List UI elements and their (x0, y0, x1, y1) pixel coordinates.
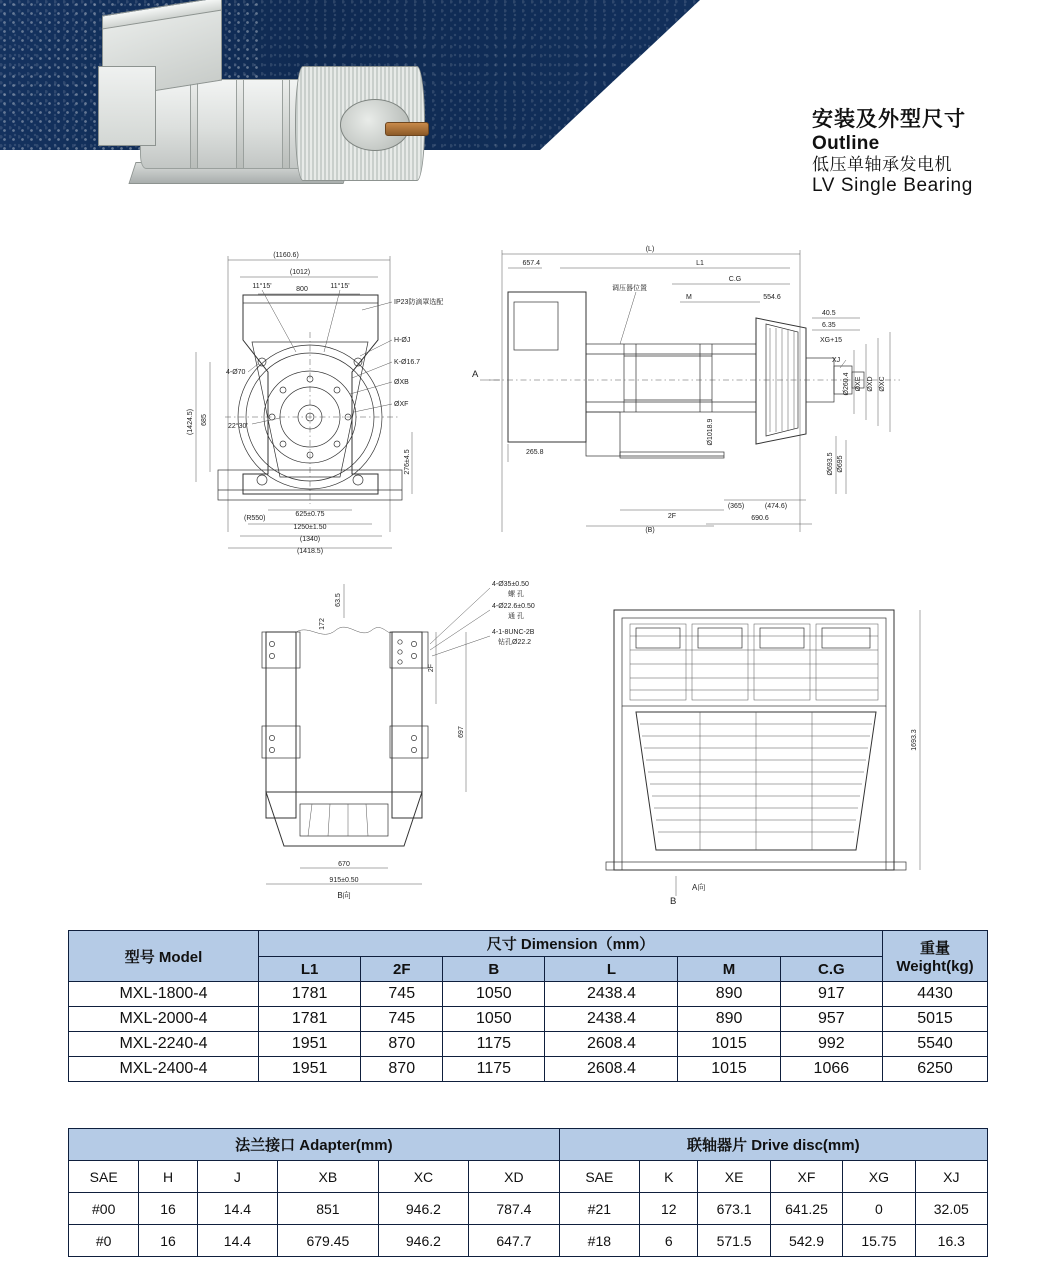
svg-text:690.6: 690.6 (751, 515, 769, 522)
svg-text:554.6: 554.6 (763, 294, 781, 301)
svg-text:ØXF: ØXF (394, 401, 409, 408)
table-row (69, 1193, 988, 1225)
cell-h: 16 (139, 1193, 197, 1225)
adapter-table (68, 1128, 988, 1257)
generator-rib-1 (190, 79, 198, 169)
subheader-l1: L1 (259, 957, 361, 982)
cell-b: 1050 (443, 1007, 545, 1032)
svg-text:800: 800 (296, 286, 308, 293)
cell-b: 1175 (443, 1057, 545, 1082)
cell-xj: 16.3 (915, 1225, 987, 1257)
cell-l: 2608.4 (545, 1057, 678, 1082)
subtitle-en: LV Single Bearing (812, 175, 973, 197)
rear-view (606, 610, 920, 907)
cell-2f: 745 (361, 1007, 443, 1032)
svg-text:(1340): (1340) (299, 536, 321, 543)
cell-b: 1175 (443, 1032, 545, 1057)
title-en: Outline (812, 132, 880, 154)
generator-front-panel (98, 66, 156, 146)
page-header (0, 0, 1055, 232)
cell-xe: 571.5 (698, 1225, 770, 1257)
svg-text:螺 孔: 螺 孔 (508, 591, 524, 598)
subtitle-cn: 低压单轴承发电机 (812, 155, 952, 175)
cell-b: 1050 (443, 982, 545, 1007)
svg-text:B: B (670, 896, 677, 907)
generator-body (140, 79, 320, 169)
cell-model: MXL-2000-4 (69, 1007, 259, 1032)
cell-cg: 917 (780, 982, 882, 1007)
dimension-table-body (69, 982, 988, 1082)
dimension-table (68, 930, 988, 1082)
subheader-xd: XD (469, 1161, 559, 1193)
svg-text:1693.3: 1693.3 (911, 729, 918, 751)
svg-text:ØXE: ØXE (855, 376, 862, 392)
svg-text:L1: L1 (696, 260, 704, 267)
generator-rib-2 (236, 79, 244, 169)
svg-text:通 孔: 通 孔 (508, 613, 524, 620)
cell-l1: 1781 (259, 982, 361, 1007)
cell-xj: 32.05 (915, 1193, 987, 1225)
cell-k: 12 (640, 1193, 698, 1225)
svg-text:(365): (365) (727, 503, 745, 510)
subheader-xc: XC (378, 1161, 468, 1193)
header-model: 型号 Model (69, 931, 259, 982)
svg-text:(1160.6): (1160.6) (273, 252, 299, 259)
subheader-2f: 2F (361, 957, 443, 982)
subheader-xe: XE (698, 1161, 770, 1193)
cell-cg: 992 (780, 1032, 882, 1057)
svg-text:1250±1.50: 1250±1.50 (293, 524, 327, 531)
svg-text:915±0.50: 915±0.50 (329, 877, 359, 884)
cell-l1: 1951 (259, 1032, 361, 1057)
svg-text:A: A (472, 369, 479, 380)
svg-text:M: M (686, 294, 692, 301)
cell-l1: 1781 (259, 1007, 361, 1032)
table-row (69, 1032, 988, 1057)
subheader-sae-adapter: SAE (69, 1161, 139, 1193)
svg-text:Ø1018.9: Ø1018.9 (707, 418, 714, 446)
svg-text:(1424.5): (1424.5) (187, 408, 194, 436)
svg-text:C.G: C.G (728, 276, 742, 283)
dimension-table-head (69, 931, 988, 982)
cell-xf: 641.25 (770, 1193, 842, 1225)
cell-j: 14.4 (197, 1193, 277, 1225)
cell-model: MXL-1800-4 (69, 982, 259, 1007)
cell-weight: 5015 (883, 1007, 988, 1032)
header-disc-group: 联轴器片 Drive disc(mm) (559, 1129, 987, 1161)
svg-text:657.4: 657.4 (522, 260, 540, 267)
svg-text:11°15': 11°15' (252, 283, 272, 290)
table-row (69, 1057, 988, 1082)
svg-text:2F: 2F (667, 513, 677, 520)
cell-xe: 673.1 (698, 1193, 770, 1225)
page-title (812, 108, 973, 198)
svg-text:调压器位置: 调压器位置 (612, 285, 647, 292)
subheader-xb: XB (278, 1161, 379, 1193)
generator-rib-3 (282, 79, 290, 169)
header-weight-en: Weight(kg) (896, 958, 974, 975)
svg-text:697: 697 (458, 726, 465, 738)
cell-k: 6 (640, 1225, 698, 1257)
cell-weight: 5540 (883, 1032, 988, 1057)
svg-text:40.5: 40.5 (822, 310, 836, 317)
cell-xg: 15.75 (843, 1225, 915, 1257)
cell-sae-adapter: #00 (69, 1193, 139, 1225)
svg-text:276±4.5: 276±4.5 (404, 449, 411, 475)
adapter-table-body (69, 1193, 988, 1257)
svg-text:(1012): (1012) (289, 269, 311, 276)
svg-text:(474.6): (474.6) (764, 503, 788, 510)
subheader-l: L (545, 957, 678, 982)
cell-xd: 647.7 (469, 1225, 559, 1257)
generator-shaft (385, 122, 429, 136)
cell-sae-adapter: #0 (69, 1225, 139, 1257)
cell-l: 2438.4 (545, 982, 678, 1007)
header-weight (883, 931, 988, 982)
svg-text:4-Ø70: 4-Ø70 (226, 369, 246, 376)
svg-text:4-1-8UNC-2B: 4-1-8UNC-2B (492, 629, 535, 636)
svg-text:22°30': 22°30' (228, 423, 248, 430)
cell-cg: 957 (780, 1007, 882, 1032)
subheader-h: H (139, 1161, 197, 1193)
cell-weight: 6250 (883, 1057, 988, 1082)
svg-text:685: 685 (201, 414, 208, 426)
cell-m: 1015 (678, 1032, 780, 1057)
cell-sae-disc: #21 (559, 1193, 639, 1225)
svg-text:63.5: 63.5 (335, 593, 342, 607)
header-weight-cn: 重量 (919, 940, 950, 957)
cell-l1: 1951 (259, 1057, 361, 1082)
svg-text:2F: 2F (428, 663, 435, 673)
table-row (69, 1225, 988, 1257)
svg-text:172: 172 (319, 618, 326, 630)
svg-text:(B): (B) (645, 527, 655, 534)
header-adapter-group: 法兰接口 Adapter(mm) (69, 1129, 560, 1161)
generator-photo (40, 4, 440, 224)
svg-text:6.35: 6.35 (822, 322, 836, 329)
table-row (69, 1007, 988, 1032)
svg-text:XG+15: XG+15 (820, 337, 842, 344)
subheader-xj: XJ (915, 1161, 987, 1193)
cell-xc: 946.2 (378, 1225, 468, 1257)
subheader-xf: XF (770, 1161, 842, 1193)
svg-text:Ø695: Ø695 (837, 455, 844, 473)
svg-text:670: 670 (338, 861, 350, 868)
cell-model: MXL-2240-4 (69, 1032, 259, 1057)
title-cn: 安装及外型尺寸 (812, 108, 966, 131)
svg-text:B向: B向 (337, 891, 351, 900)
cell-xg: 0 (843, 1193, 915, 1225)
svg-text:H-ØJ: H-ØJ (394, 337, 411, 344)
cell-xf: 542.9 (770, 1225, 842, 1257)
svg-text:K-Ø16.7: K-Ø16.7 (394, 359, 421, 366)
subheader-j: J (197, 1161, 277, 1193)
subheader-xg: XG (843, 1161, 915, 1193)
subheader-b: B (443, 957, 545, 982)
cell-weight: 4430 (883, 982, 988, 1007)
front-view (187, 252, 443, 555)
adapter-table-head (69, 1129, 988, 1193)
svg-text:11°15': 11°15' (330, 283, 350, 290)
svg-text:ØXB: ØXB (394, 379, 409, 386)
svg-text:Ø693.5: Ø693.5 (827, 452, 834, 476)
cell-xb: 851 (278, 1193, 379, 1225)
header-dimension: 尺寸 Dimension（mm） (259, 931, 883, 957)
cell-m: 890 (678, 982, 780, 1007)
cell-xb: 679.45 (278, 1225, 379, 1257)
cell-m: 890 (678, 1007, 780, 1032)
cell-model: MXL-2400-4 (69, 1057, 259, 1082)
cell-l: 2608.4 (545, 1032, 678, 1057)
cell-l: 2438.4 (545, 1007, 678, 1032)
svg-text:钻孔Ø22.2: 钻孔Ø22.2 (498, 639, 532, 646)
table-row (69, 982, 988, 1007)
cell-sae-disc: #18 (559, 1225, 639, 1257)
svg-text:625±0.75: 625±0.75 (295, 511, 325, 518)
svg-text:(R550): (R550) (244, 515, 266, 522)
cell-m: 1015 (678, 1057, 780, 1082)
svg-text:265.8: 265.8 (526, 449, 544, 456)
svg-text:IP23防滴罩选配: IP23防滴罩选配 (394, 299, 444, 306)
svg-text:ØXC: ØXC (879, 376, 886, 392)
side-view (472, 246, 900, 534)
svg-text:4-Ø22.6±0.50: 4-Ø22.6±0.50 (492, 603, 535, 610)
svg-text:4-Ø35±0.50: 4-Ø35±0.50 (492, 581, 529, 588)
bottom-view (262, 581, 535, 900)
cell-cg: 1066 (780, 1057, 882, 1082)
technical-drawings (0, 232, 1055, 912)
dimension-table-wrap (68, 930, 988, 1082)
svg-text:(L): (L) (645, 246, 655, 253)
cell-2f: 870 (361, 1057, 443, 1082)
drawing-svg (0, 232, 1055, 912)
adapter-table-wrap (68, 1128, 988, 1257)
svg-text:(1418.5): (1418.5) (296, 548, 324, 555)
subheader-m: M (678, 957, 780, 982)
svg-text:XJ: XJ (832, 357, 841, 364)
svg-text:A向: A向 (692, 883, 706, 892)
cell-j: 14.4 (197, 1225, 277, 1257)
cell-2f: 745 (361, 982, 443, 1007)
subheader-cg: C.G (780, 957, 882, 982)
cell-2f: 870 (361, 1032, 443, 1057)
cell-xc: 946.2 (378, 1193, 468, 1225)
svg-text:Ø260.4: Ø260.4 (843, 372, 850, 396)
subheader-k: K (640, 1161, 698, 1193)
cell-h: 16 (139, 1225, 197, 1257)
subheader-sae-disc: SAE (559, 1161, 639, 1193)
cell-xd: 787.4 (469, 1193, 559, 1225)
svg-text:ØXD: ØXD (867, 376, 874, 392)
